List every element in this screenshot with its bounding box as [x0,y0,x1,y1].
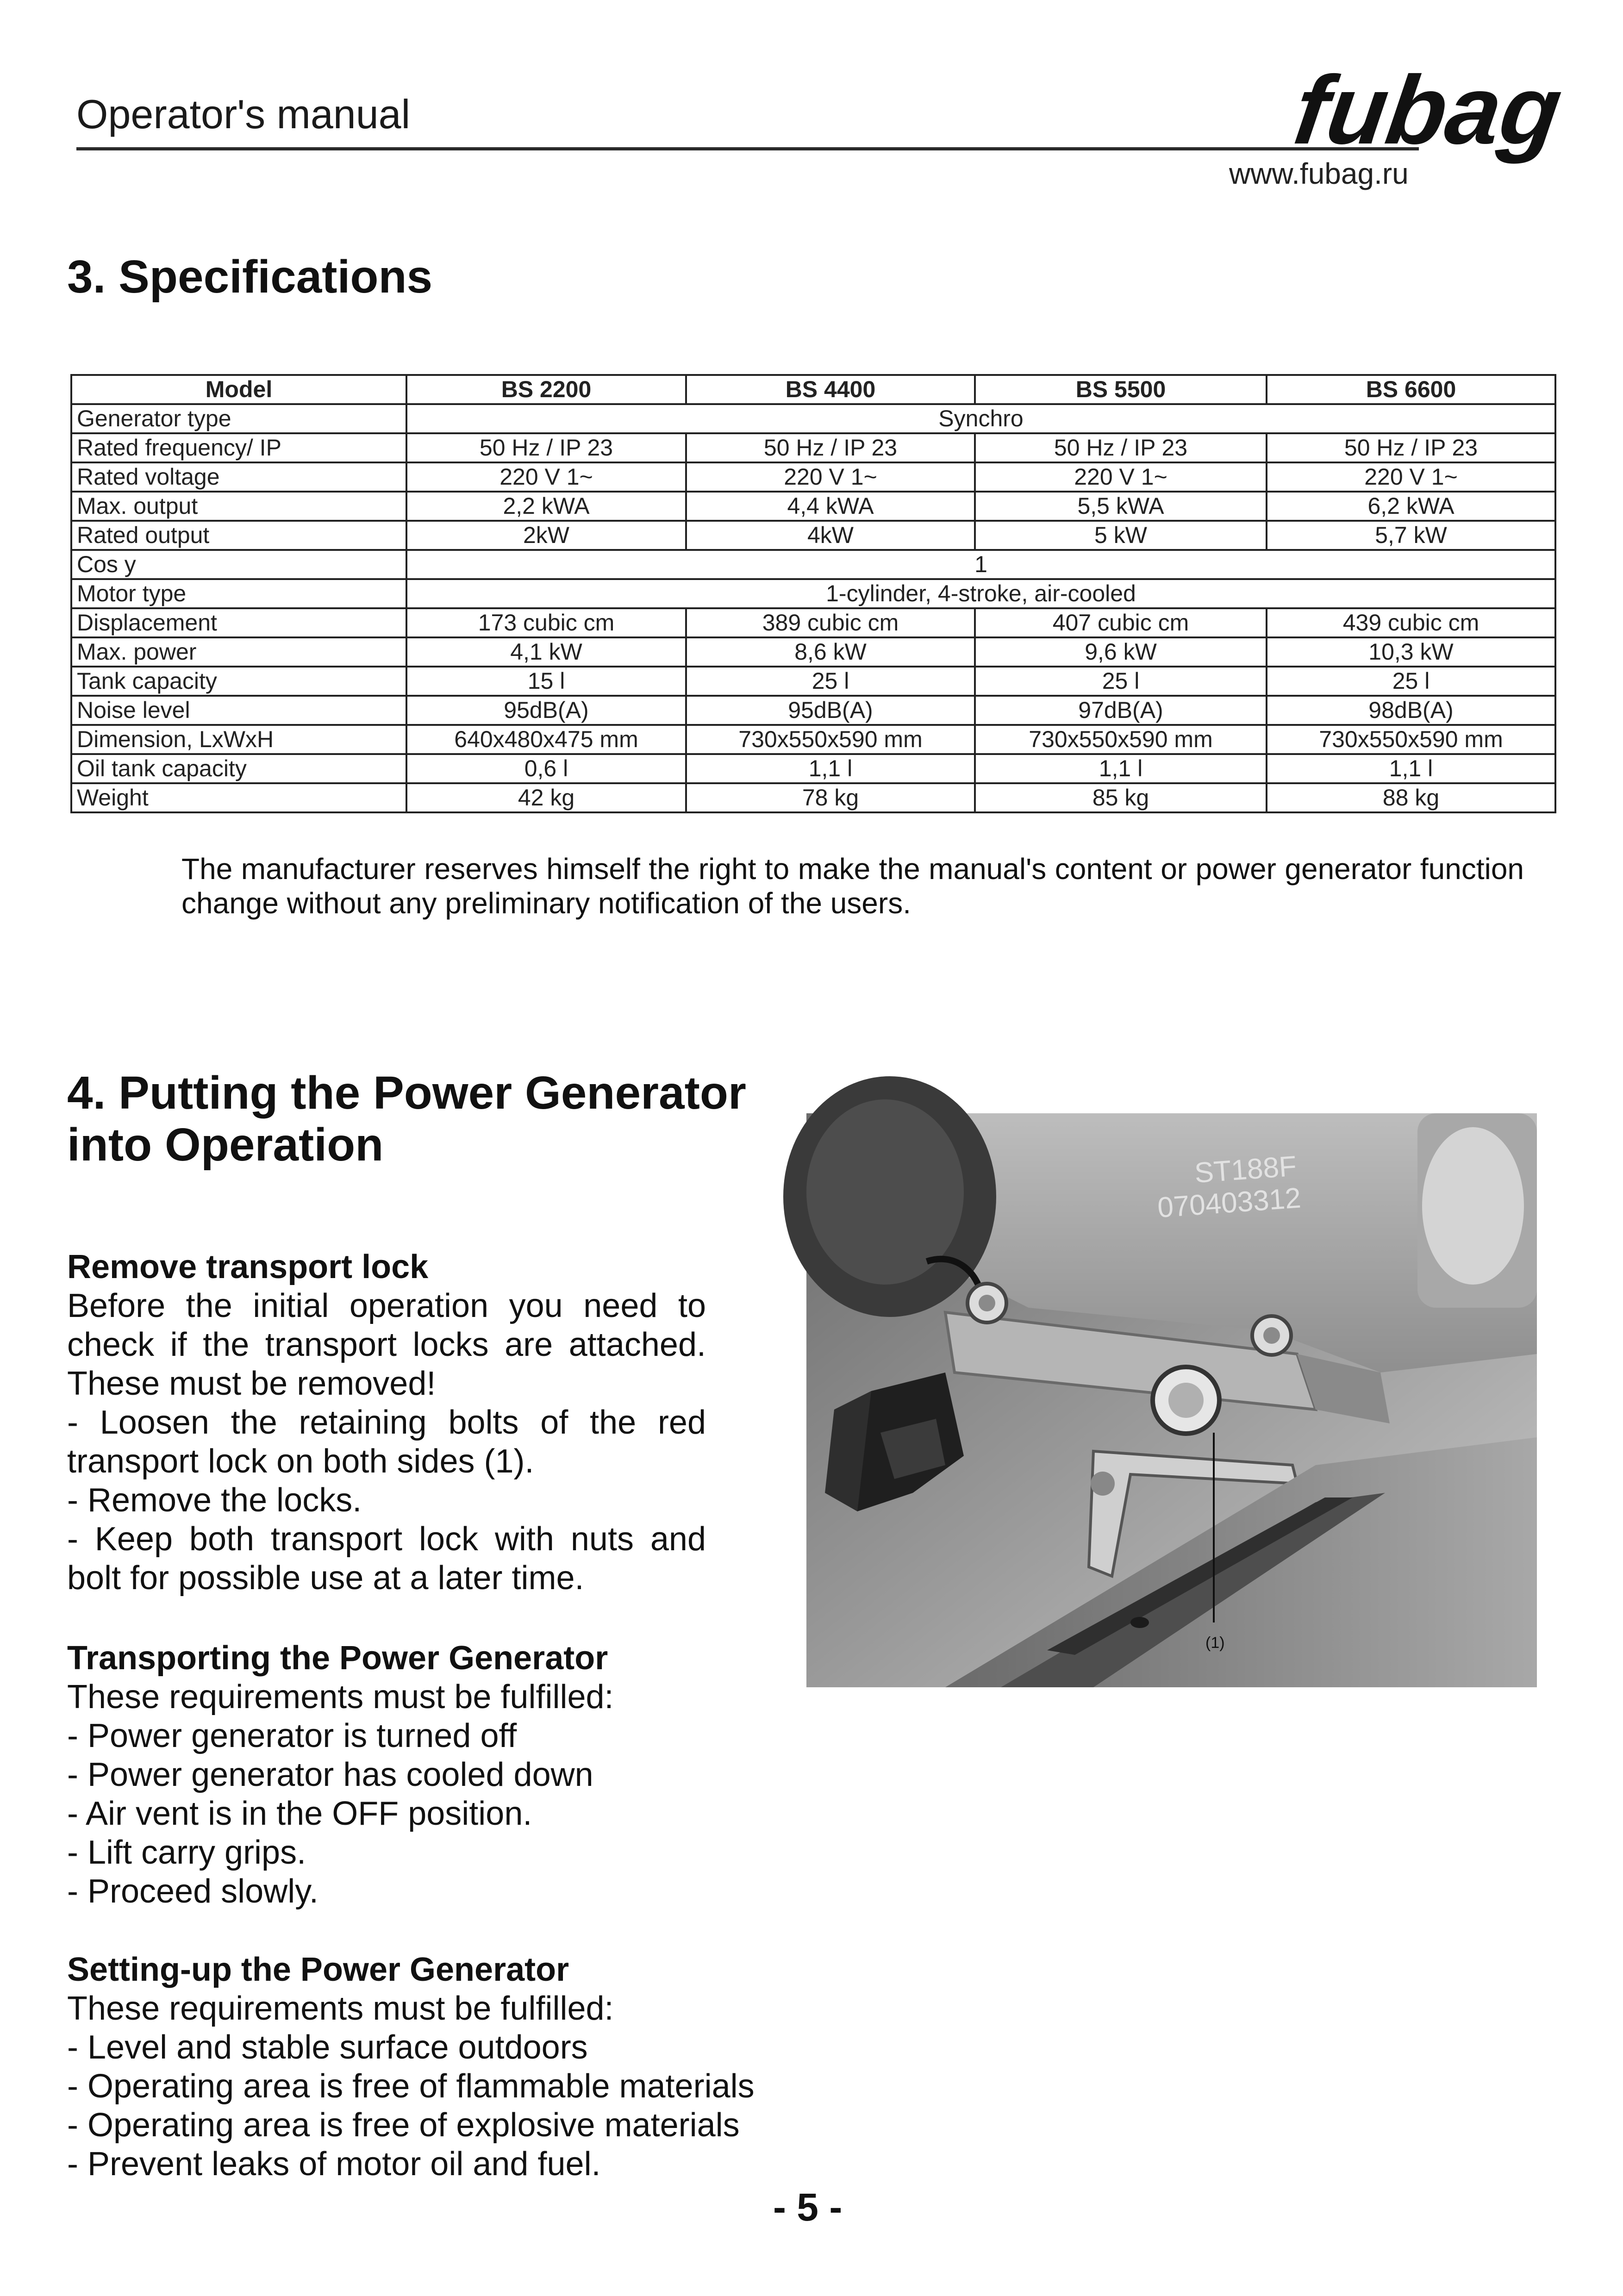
column-header: BS 6600 [1267,375,1555,404]
table-cell: 8,6 kW [686,637,975,667]
table-cell: 9,6 kW [975,637,1267,667]
fubag-logo [1288,55,1568,167]
table-cell: 42 kg [406,783,686,812]
engine-label: ST188F [1193,1150,1298,1189]
table-cell: 1 [406,550,1555,579]
table-cell: 730x550x590 mm [1267,725,1555,754]
table-cell: 0,6 l [406,754,686,783]
list-item: - Power generator has cooled down [67,1756,593,1793]
setting-up-section [67,1950,854,2184]
table-row [71,404,1555,433]
row-label: Weight [71,783,406,812]
table-cell: 85 kg [975,783,1267,812]
specifications-table [70,374,1556,813]
column-header: BS 5500 [975,375,1267,404]
table-cell: 220 V 1~ [686,462,975,492]
column-header: BS 2200 [406,375,686,404]
row-label: Tank capacity [71,667,406,696]
list-item: - Operating area is free of explosive materials [67,2107,740,2144]
list-item: - Proceed slowly. [67,1873,318,1910]
table-row [71,608,1555,637]
list-item: - Keep both transport lock with nuts and bolt for possible use at a later time. [67,1521,706,1597]
table-cell: 25 l [1267,667,1555,696]
table-cell: 95dB(A) [686,696,975,725]
table-cell: 88 kg [1267,783,1555,812]
transporting-section [67,1639,762,1911]
table-cell: 5 kW [975,521,1267,550]
table-row [71,579,1555,608]
list-item: - Remove the locks. [67,1482,362,1519]
table-cell: 5,7 kW [1267,521,1555,550]
table-cell: 2kW [406,521,686,550]
row-label: Oil tank capacity [71,754,406,783]
table-row [71,462,1555,492]
row-label: Rated output [71,521,406,550]
table-row [71,521,1555,550]
table-row [71,433,1555,462]
row-label: Rated frequency/ IP [71,433,406,462]
table-row [71,667,1555,696]
column-header: Model [71,375,406,404]
table-cell: 1,1 l [686,754,975,783]
column-header: BS 4400 [686,375,975,404]
table-cell: 220 V 1~ [1267,462,1555,492]
table-cell: 78 kg [686,783,975,812]
table-cell: 173 cubic cm [406,608,686,637]
table-row [71,754,1555,783]
table-cell: 97dB(A) [975,696,1267,725]
table-cell: 1,1 l [1267,754,1555,783]
header-divider [76,147,1419,150]
table-cell: 730x550x590 mm [686,725,975,754]
disclaimer-text: The manufacturer reserves himself the right to make the manual's content or power generator function change without any preliminary notification of the users. [181,852,1524,920]
row-label: Generator type [71,404,406,433]
table-cell: 10,3 kW [1267,637,1555,667]
list-item: - Lift carry grips. [67,1834,306,1871]
table-cell: 4kW [686,521,975,550]
list-item: - Level and stable surface outdoors [67,2029,588,2066]
table-cell: 2,2 kWA [406,492,686,521]
table-cell: 15 l [406,667,686,696]
page-number: - 5 - [773,2185,843,2229]
table-cell: 439 cubic cm [1267,608,1555,637]
table-cell: Synchro [406,404,1555,433]
transporting-intro: These requirements must be fulfilled: [67,1678,614,1716]
table-cell: 4,4 kWA [686,492,975,521]
table-row [71,783,1555,812]
table-cell: 407 cubic cm [975,608,1267,637]
table-cell: 25 l [686,667,975,696]
table-cell: 50 Hz / IP 23 [406,433,686,462]
row-label: Max. output [71,492,406,521]
table-cell: 50 Hz / IP 23 [1267,433,1555,462]
header-url: www.fubag.ru [1229,157,1409,190]
table-cell: 50 Hz / IP 23 [975,433,1267,462]
specifications-heading: 3. Specifications [67,251,433,303]
operation-heading: 4. Putting the Power Generator into Operation [67,1067,746,1171]
engine-serial: 070403312 [1156,1182,1302,1224]
table-cell: 6,2 kWA [1267,492,1555,521]
row-label: Dimension, LxWxH [71,725,406,754]
table-cell: 5,5 kWA [975,492,1267,521]
remove-lock-intro: Before the initial operation you need to check if the transport locks are attached. These must be removed! [67,1287,706,1402]
table-cell: 640x480x475 mm [406,725,686,754]
table-cell: 50 Hz / IP 23 [686,433,975,462]
transporting-title: Transporting the Power Generator [67,1640,608,1677]
table-cell: 25 l [975,667,1267,696]
row-label: Max. power [71,637,406,667]
table-row [71,725,1555,754]
table-cell: 95dB(A) [406,696,686,725]
row-label: Rated voltage [71,462,406,492]
row-label: Noise level [71,696,406,725]
table-cell: 1-cylinder, 4-stroke, air-cooled [406,579,1555,608]
row-label: Cos y [71,550,406,579]
remove-lock-section [67,1248,706,1597]
table-cell: 4,1 kW [406,637,686,667]
table-header-row [71,375,1555,404]
table-cell: 220 V 1~ [406,462,686,492]
table-row [71,696,1555,725]
setting-up-title: Setting-up the Power Generator [67,1951,569,1988]
table-cell: 389 cubic cm [686,608,975,637]
table-row [71,637,1555,667]
list-item: - Prevent leaks of motor oil and fuel. [67,2146,601,2183]
table-cell: 98dB(A) [1267,696,1555,725]
list-item: - Operating area is free of flammable materials [67,2068,755,2105]
row-label: Motor type [71,579,406,608]
list-item: - Air vent is in the OFF position. [67,1795,532,1832]
remove-lock-title: Remove transport lock [67,1248,429,1285]
table-cell: 730x550x590 mm [975,725,1267,754]
svg-text:fubag: fubag [1288,55,1568,164]
table-cell: 220 V 1~ [975,462,1267,492]
list-item: - Power generator is turned off [67,1717,517,1754]
header-title: Operator's manual [76,91,411,137]
table-row [71,492,1555,521]
setting-up-intro: These requirements must be fulfilled: [67,1990,614,2027]
table-row [71,550,1555,579]
transport-lock-photo [806,1113,1537,1687]
row-label: Displacement [71,608,406,637]
table-cell: 1,1 l [975,754,1267,783]
photo-callout: (1) [1205,1634,1225,1652]
list-item: - Loosen the retaining bolts of the red transport lock on both sides (1). [67,1404,706,1480]
